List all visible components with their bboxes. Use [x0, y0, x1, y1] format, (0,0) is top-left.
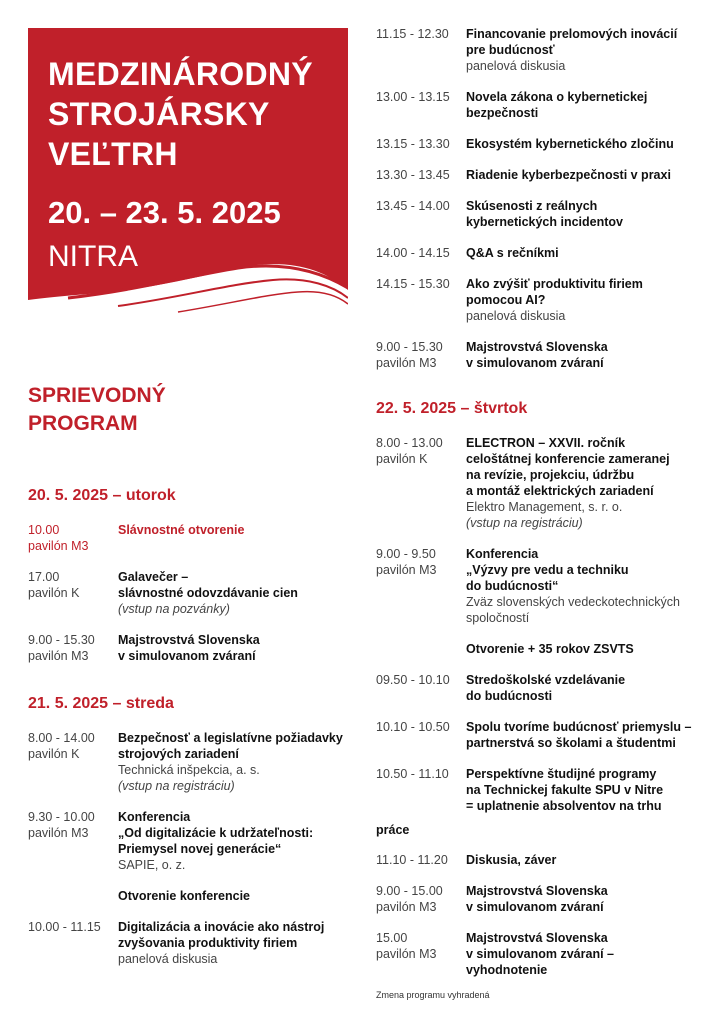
item-title: Perspektívne študijné programy na Technickej fakulte SPU v Nitre = uplatnenie absolventov na trhu [466, 767, 664, 813]
sub-item: Otvorenie konferencie [118, 889, 250, 903]
program-item [376, 546, 706, 626]
item-place: pavilón K [28, 586, 80, 600]
item-title: Spolu tvoríme budúcnosť priemyslu – partnerstvá so školami a študentmi [466, 720, 692, 750]
item-title: Slávnostné otvorenie [118, 523, 245, 537]
item-time: 10.50 - 11.10 [376, 767, 449, 781]
fair-title: MEDZINÁRODNÝ STROJÁRSKY VEĽTRH [48, 56, 313, 172]
fair-dates: 20. – 23. 5. 2025 [48, 195, 281, 230]
item-title: Diskusia, záver [466, 853, 557, 867]
program-item [376, 930, 706, 978]
item-place: pavilón M3 [28, 649, 89, 663]
item-title: Majstrovstvá Slovenska v simulovanom zváraní – vyhodnotenie [466, 931, 614, 977]
item-time: 13.15 - 13.30 [376, 137, 450, 151]
item-title: ELECTRON – XXVII. ročník celoštátnej konferencie zameranej na revízie, projekciu, údržbu a montáž elektrických zariadení [466, 436, 670, 498]
item-title: Konferencia „Výzvy pre vedu a techniku do budúcnosti“ [466, 547, 629, 593]
item-time: 10.10 - 10.50 [376, 720, 450, 734]
fair-city: NITRA [48, 240, 138, 273]
item-place: pavilón K [28, 747, 80, 761]
item-title: Financovanie prelomových inovácií pre budúcnosť [466, 27, 678, 57]
item-organizer: Elektro Management, s. r. o. [466, 500, 623, 514]
item-time: 9.00 - 15.30 [28, 633, 95, 647]
item-organizer: Technická inšpekcia, a. s. [118, 763, 260, 777]
hero-banner [28, 28, 348, 316]
item-title: Galavečer – slávnostné odovzdávanie cien [118, 570, 298, 600]
item-time: 9.00 - 15.00 [376, 884, 443, 898]
program-item [28, 522, 348, 554]
item-note: (vstup na registráciu) [118, 779, 235, 793]
item-time: 8.00 - 14.00 [28, 731, 95, 745]
item-title: Stredoškolské vzdelávanie do budúcnosti [466, 673, 626, 703]
left-column [28, 486, 348, 982]
item-title: Majstrovstvá Slovenska v simulovanom zváraní [466, 340, 608, 370]
item-time: 13.45 - 14.00 [376, 199, 450, 213]
item-time: 10.00 - 11.15 [28, 920, 101, 934]
day-heading-21: 21. 5. 2025 – streda [28, 695, 174, 712]
item-time: 14.00 - 14.15 [376, 246, 450, 260]
item-title: Skúsenosti z reálnych kybernetických incidentov [466, 199, 624, 229]
item-place: pavilón K [376, 452, 428, 466]
item-format: panelová diskusia [466, 59, 566, 73]
item-title: Novela zákona o kybernetickej bezpečnosti [466, 90, 648, 120]
item-time: 13.00 - 13.15 [376, 90, 450, 104]
program-item [376, 198, 706, 230]
item-place: pavilón M3 [376, 356, 437, 370]
item-time: 17.00 [28, 570, 60, 584]
day-heading-20: 20. 5. 2025 – utorok [28, 487, 176, 504]
program-item [28, 730, 348, 794]
item-title: Bezpečnosť a legislatívne požiadavky strojových zariadení [118, 731, 343, 761]
right-column [376, 26, 706, 993]
item-time: 8.00 - 13.00 [376, 436, 443, 450]
item-time: 09.50 - 10.10 [376, 673, 450, 687]
item-title: Q&A s rečníkmi [466, 246, 559, 260]
item-place: pavilón M3 [28, 539, 89, 553]
item-title: Riadenie kyberbezpečnosti v praxi [466, 168, 671, 182]
program-item [376, 89, 706, 121]
item-note: (vstup na pozvánky) [118, 602, 230, 616]
program-item [28, 809, 348, 873]
item-time: 9.00 - 15.30 [376, 340, 443, 354]
item-title: Ako zvýšiť produktivitu firiem pomocou AI? [466, 277, 643, 307]
program-item [376, 245, 706, 261]
program-item [28, 569, 348, 617]
program-item [376, 719, 706, 751]
program-item [376, 852, 706, 868]
program-item [376, 339, 706, 371]
item-time: 14.15 - 15.30 [376, 277, 450, 291]
item-time: 10.00 [28, 523, 60, 537]
program-item [28, 632, 348, 664]
program-item [376, 435, 706, 531]
item-organizer: Zväz slovenských vedeckotechnických spoločností [466, 595, 680, 625]
footer-note: Zmena programu vyhradená [376, 990, 490, 1000]
item-title: Digitalizácia a inovácie ako nástroj zvyšovania produktivity firiem [118, 920, 325, 950]
item-time: 13.30 - 13.45 [376, 168, 450, 182]
item-place: pavilón M3 [376, 947, 437, 961]
item-title: Majstrovstvá Slovenska v simulovanom zváraní [466, 884, 608, 914]
item-time: 11.10 - 11.20 [376, 853, 448, 867]
item-format: panelová diskusia [466, 309, 566, 323]
item-format: panelová diskusia [118, 952, 218, 966]
program-item [376, 136, 706, 152]
program-item [28, 919, 348, 967]
wrapped-word: práce [376, 823, 410, 837]
item-title: Konferencia „Od digitalizácie k udržateľnosti: Priemysel novej generácie“ [118, 810, 314, 856]
program-item [376, 672, 706, 704]
program-title: SPRIEVODNÝ PROGRAM [28, 384, 166, 435]
item-place: pavilón M3 [376, 900, 437, 914]
item-time: 9.00 - 9.50 [376, 547, 436, 561]
program-item [376, 766, 706, 814]
program-item [376, 167, 706, 183]
item-organizer: SAPIE, o. z. [118, 858, 186, 872]
item-time: 9.30 - 10.00 [28, 810, 95, 824]
item-place: pavilón M3 [28, 826, 89, 840]
sub-item: Otvorenie + 35 rokov ZSVTS [466, 642, 634, 656]
program-item [376, 276, 706, 324]
item-title: Majstrovstvá Slovenska v simulovanom zváraní [118, 633, 260, 663]
program-item [376, 26, 706, 74]
item-title: Ekosystém kybernetického zločinu [466, 137, 674, 151]
item-note: (vstup na registráciu) [466, 516, 583, 530]
item-time: 11.15 - 12.30 [376, 27, 449, 41]
day-heading-22: 22. 5. 2025 – štvrtok [376, 400, 528, 417]
item-time: 15.00 [376, 931, 408, 945]
item-place: pavilón M3 [376, 563, 437, 577]
program-item [376, 883, 706, 915]
